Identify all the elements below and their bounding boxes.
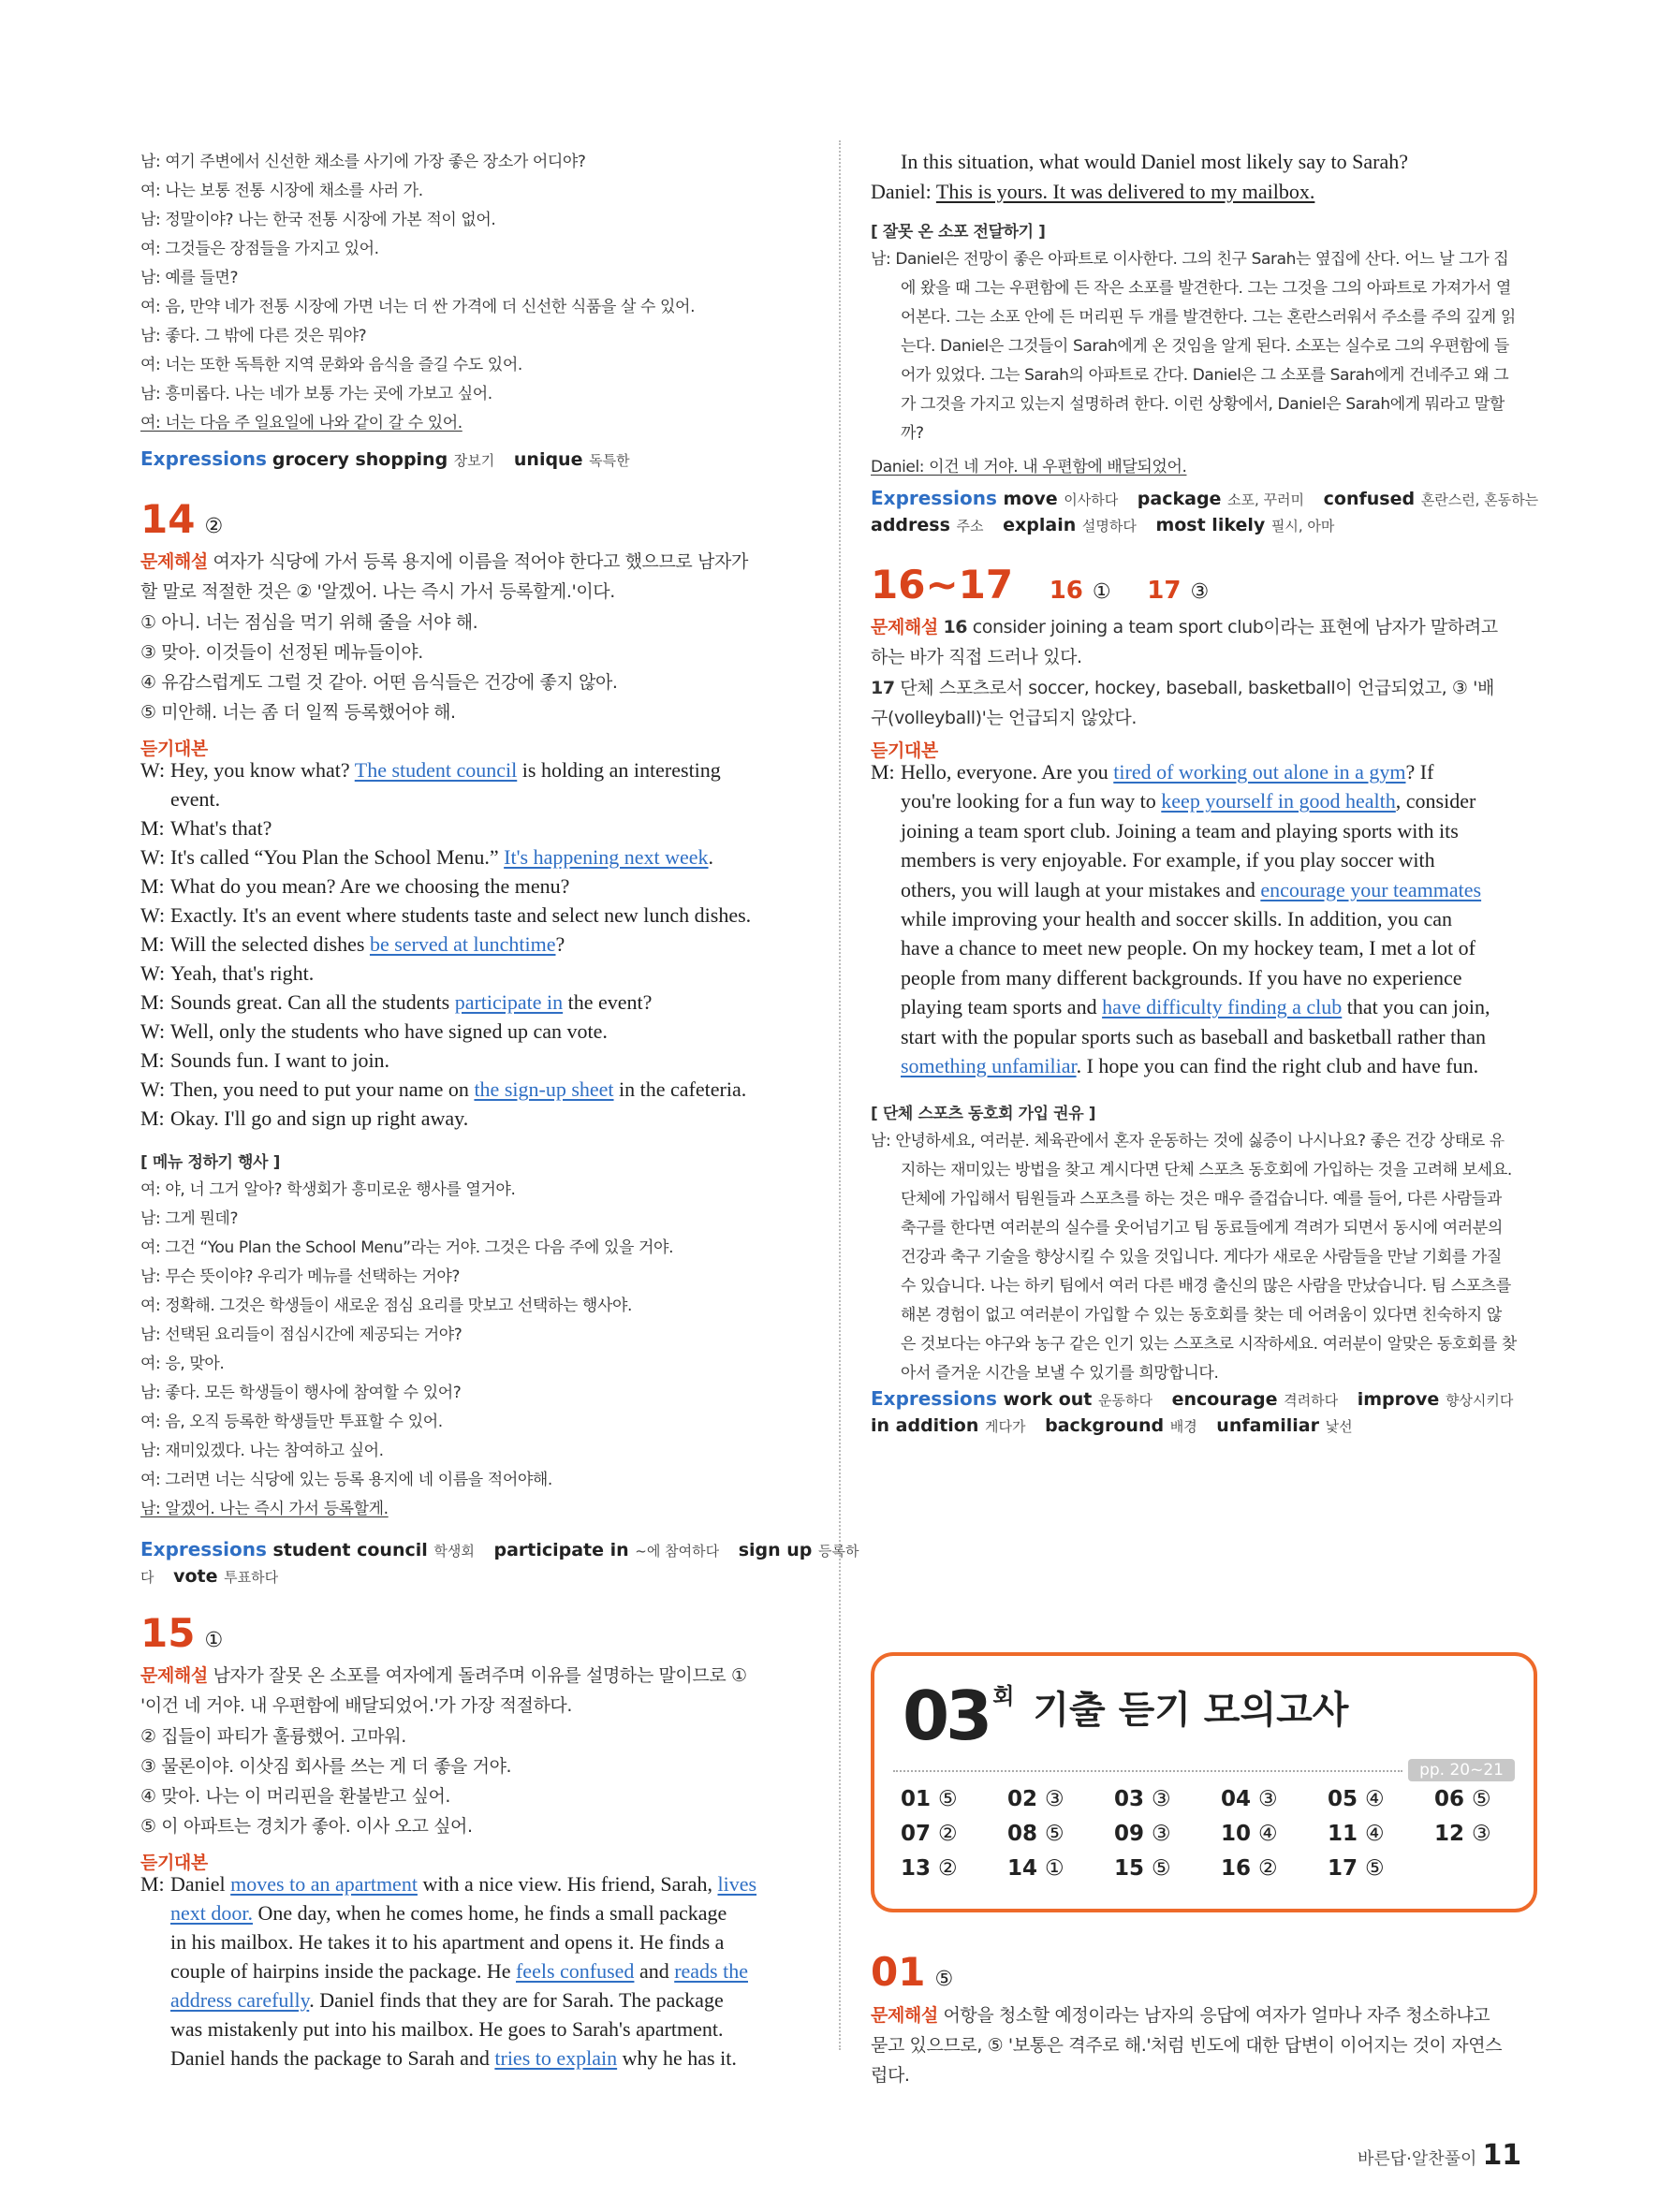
script-line xyxy=(140,903,751,928)
answer-choice: ⑤ xyxy=(1472,1787,1491,1811)
script-text: have a chance to meet new people. On my hockey team, I met a lot of xyxy=(901,936,1475,960)
answer-choice: ⑤ xyxy=(1365,1856,1385,1881)
script-text: is holding an interesting xyxy=(517,758,721,782)
answer-num: 14 xyxy=(1007,1856,1038,1881)
expression-meaning: 혼란스런, 혼동하는 xyxy=(1420,491,1539,508)
expression-meaning: 낯선 xyxy=(1325,1418,1353,1435)
script-text: in his mailbox. He takes it to his apartment and opens it. He finds a xyxy=(170,1930,725,1954)
script-line xyxy=(140,1930,724,1955)
q16-script-label: 듣기대본 xyxy=(871,740,938,761)
speaker-label: W: xyxy=(140,903,166,927)
script-text: One day, when he comes home, he finds a small package xyxy=(253,1901,727,1925)
expressions-line xyxy=(871,515,1347,535)
answer-key-title: 03 회 기출 듣기 모의고사 xyxy=(903,1677,1349,1755)
script-line xyxy=(871,995,1490,1019)
key-phrase: something unfamiliar xyxy=(901,1054,1077,1077)
key-phrase: moves to an apartment xyxy=(230,1872,418,1896)
script-text: members is very enjoyable. For example, if you play soccer with xyxy=(901,848,1435,872)
speaker-label: M: xyxy=(140,1106,165,1130)
script-text: the event? xyxy=(563,990,653,1014)
expression-term: encourage xyxy=(1165,1389,1285,1410)
script-line xyxy=(871,936,1475,960)
expression-meaning: 투표하다 xyxy=(224,1569,279,1586)
translation-line: 남: Daniel은 전망이 좋은 아파트로 이사한다. 그의 친구 Sarah는 옆집에 산다. 어느 날 그가 집 xyxy=(871,250,1509,269)
answer-choice: ④ xyxy=(1258,1822,1278,1846)
script-text: that you can join, xyxy=(1342,995,1490,1019)
translation-line: 여: 그것들은 장점들을 가지고 있어. xyxy=(140,240,379,258)
answer-key-item xyxy=(901,1856,958,1881)
answer-num: 15 xyxy=(1114,1856,1145,1881)
expression-meaning: 소포, 꾸러미 xyxy=(1227,491,1305,508)
expression-term: package xyxy=(1131,489,1228,509)
expression-term: improve xyxy=(1351,1389,1446,1410)
script-text: Will the selected dishes xyxy=(170,932,370,956)
q16-solution-line2: 하는 바가 직접 드러나 있다. xyxy=(871,647,1082,667)
answer-num: 03 xyxy=(1114,1787,1145,1811)
script-text: Then, you need to put your name on xyxy=(170,1077,475,1101)
speaker-label: M: xyxy=(140,816,165,840)
expression-term: move xyxy=(996,489,1064,509)
script-text: Sounds fun. I want to join. xyxy=(170,1048,390,1072)
answer-option: ⑤ 미안해. 너는 좀 더 일찍 등록했어야 해. xyxy=(140,702,456,723)
expressions-line xyxy=(871,1387,1526,1410)
answer-key-item xyxy=(1114,1822,1171,1846)
script-text: event. xyxy=(170,787,221,811)
answer-choice: ③ xyxy=(1258,1787,1278,1811)
answer-choice: ④ xyxy=(1365,1787,1385,1811)
answer-num: 13 xyxy=(901,1856,932,1881)
speaker-label: M: xyxy=(140,1048,165,1072)
answer-key-item xyxy=(1434,1822,1491,1846)
answer-choice: ② xyxy=(938,1822,958,1846)
key-phrase: have difficulty finding a club xyxy=(1102,995,1343,1019)
script-text: was mistakenly put into his mailbox. He goes to Sarah's apartment. xyxy=(170,2017,724,2041)
speaker-label: M: xyxy=(140,990,165,1014)
script-text: ? If xyxy=(1405,760,1434,784)
q14-script-label: 듣기대본 xyxy=(140,739,208,759)
page-number: 11 xyxy=(1482,2139,1522,2172)
expressions-line xyxy=(140,1538,873,1560)
expression-term: in addition xyxy=(871,1415,985,1436)
script-text: people from many different backgrounds. If you have no experience xyxy=(901,965,1462,989)
q15-answer-line: Daniel: This is yours. It was delivered to my mailbox. xyxy=(871,180,1315,203)
translation-line: 남: 흥미롭다. 나는 네가 보통 가는 곳에 가보고 싶어. xyxy=(140,385,492,403)
script-text: you're looking for a fun way to xyxy=(901,789,1162,813)
expression-meaning: 설명하다 xyxy=(1081,518,1137,535)
script-line xyxy=(871,760,1433,784)
translation-line: 여: 음, 만약 네가 전통 시장에 가면 너는 더 싼 가격에 더 신선한 식품을 살 수 있어. xyxy=(140,298,696,316)
answer-choice: ② xyxy=(1258,1856,1278,1881)
script-text: Daniel hands the package to Sarah and xyxy=(170,2046,495,2070)
script-text: Exactly. It's an event where students taste and select new lunch dishes. xyxy=(170,903,752,927)
question-16-17-number: 16~17 16 ① 17 ③ xyxy=(871,562,1210,608)
answer-key-item xyxy=(1328,1787,1385,1811)
answer-key-item xyxy=(1221,1856,1278,1881)
translation-line: 가 그것을 가지고 있는지 설명하려 한다. 이런 상황에서, Daniel은 Sarah에게 뭐라고 말할 xyxy=(901,395,1505,414)
script-line xyxy=(871,966,1461,990)
script-line xyxy=(140,787,220,812)
expressions-line xyxy=(871,1415,1366,1436)
answer-option: ④ 맞아. 나는 이 머리핀을 환불받고 싶어. xyxy=(140,1786,451,1807)
expression-meaning: ~에 참여하다 xyxy=(635,1543,720,1560)
script-text: What's that? xyxy=(170,816,272,840)
expressions-label: Expressions xyxy=(871,487,997,509)
answer-num: 08 xyxy=(1007,1822,1038,1846)
expression-meaning: 향상시키다 xyxy=(1445,1392,1514,1409)
translation-line: 남: 그게 뭔데? xyxy=(140,1209,239,1228)
expression-meaning: 격려하다 xyxy=(1284,1392,1339,1409)
key-phrase: The student council xyxy=(354,758,518,782)
key-phrase: lives xyxy=(717,1872,757,1896)
key-phrase: tries to explain xyxy=(494,2046,618,2070)
script-text: ? xyxy=(555,932,565,956)
translation-line: 여: 야, 너 그거 알아? 학생회가 흥미로운 행사를 열거야. xyxy=(140,1180,516,1199)
q14-trans-title: [ 메뉴 정하기 행사 ] xyxy=(140,1153,280,1172)
answer-choice: ⑤ xyxy=(1152,1856,1171,1881)
script-text: Well, only the students who have signed up can vote. xyxy=(170,1019,608,1043)
script-text: start with the popular sports such as baseball and basketball rather than xyxy=(901,1024,1486,1048)
translation-line: 여: 정확해. 그것은 학생들이 새로운 점심 요리를 맛보고 선택하는 행사야. xyxy=(140,1296,633,1315)
answer-option: ④ 유감스럽게도 그럴 것 같아. 어떤 음식들은 건강에 좋지 않아. xyxy=(140,672,618,693)
translation-line: 에 왔을 때 그는 우편함에 든 작은 소포를 발견한다. 그는 그것을 그의 아파트로 가져가서 열 xyxy=(901,279,1511,298)
key-phrase: next door. xyxy=(170,1901,253,1925)
answer-num: 01 xyxy=(901,1787,932,1811)
script-line xyxy=(871,1025,1486,1049)
key-phrase: encourage your teammates xyxy=(1260,877,1482,901)
script-line xyxy=(140,1988,724,2013)
speaker-label: W: xyxy=(140,758,166,782)
answer-option: ③ 맞아. 이것들이 선정된 메뉴들이야. xyxy=(140,642,423,663)
script-text: playing team sports and xyxy=(901,995,1103,1019)
script-text: others, you will laugh at your mistakes and xyxy=(901,877,1261,901)
script-line xyxy=(140,845,713,870)
script-text: with a nice view. His friend, Sarah, xyxy=(417,1872,718,1896)
key-phrase: reads the xyxy=(674,1959,748,1983)
translation-line: 은 것보다는 야구와 농구 같은 인기 있는 스포츠로 시작하세요. 여러분이 알맞은 동호회를 찾 xyxy=(901,1335,1517,1354)
script-text: in the cafeteria. xyxy=(613,1077,747,1101)
expression-meaning: 학생회 xyxy=(433,1543,475,1560)
script-line xyxy=(871,878,1481,902)
translation-line: 까? xyxy=(901,424,924,443)
script-line xyxy=(140,932,565,957)
q01-solution-line1: 문제해설 어항을 청소할 예정이라는 남자의 응답에 여자가 얼마나 자주 청소하냐고 xyxy=(871,2005,1490,2026)
translation-line: 남: 좋다. 그 밖에 다른 것은 뭐야? xyxy=(140,327,367,345)
answer-num: 05 xyxy=(1328,1787,1358,1811)
answer-choice: ③ xyxy=(1472,1822,1491,1846)
column-divider xyxy=(839,140,841,2050)
translation-line: 해본 경험이 없고 여러분이 가입할 수 있는 동호회를 찾는 데 어려움이 있다면 친숙하지 않 xyxy=(901,1306,1502,1325)
q14-solution-line1: 문제해설 여자가 식당에 가서 등록 용지에 이름을 적어야 한다고 했으므로 남자가 xyxy=(140,551,748,572)
script-text: Hey, you know what? xyxy=(170,758,355,782)
answer-key-item xyxy=(1114,1787,1171,1811)
q16-solution-line1: 문제해설 16 consider joining a team sport club이라는 표현에 남자가 말하려고 xyxy=(871,617,1498,637)
answer-option: ③ 물론이야. 이삿짐 회사를 쓰는 게 더 좋을 거야. xyxy=(140,1756,512,1777)
answer-key-item xyxy=(1007,1822,1064,1846)
translation-line: 여: 너는 다음 주 일요일에 나와 같이 갈 수 있어. xyxy=(140,414,462,432)
key-phrase: participate in xyxy=(454,990,564,1014)
script-line xyxy=(140,1048,389,1073)
expression-meaning: 등록하 xyxy=(818,1543,859,1560)
q15-trans-last: Daniel: 이건 네 거야. 내 우편함에 배달되었어. xyxy=(871,458,1187,476)
q01-solution-line3: 럽다. xyxy=(871,2065,910,2086)
translation-line: 남: 재미있겠다. 나는 참여하고 싶어. xyxy=(140,1442,384,1460)
expression-meaning: 운동하다 xyxy=(1097,1392,1152,1409)
translation-line: 여: 음, 오직 등록한 학생들만 투표할 수 있어. xyxy=(140,1413,443,1431)
answer-num: 11 xyxy=(1328,1822,1358,1846)
translation-line: 여: 응, 맞아. xyxy=(140,1355,225,1373)
script-text: Okay. I'll go and sign up right away. xyxy=(170,1106,469,1130)
expression-meaning: 장보기 xyxy=(453,452,495,469)
answer-option: ⑤ 이 아파트는 경치가 좋아. 이사 오고 싶어. xyxy=(140,1816,473,1837)
answer-key-item xyxy=(1221,1787,1278,1811)
q01-solution-line2: 묻고 있으므로, ⑤ '보통은 격주로 해.'처럼 빈도에 대한 답변이 이어지는 것이 자연스 xyxy=(871,2035,1503,2056)
script-line xyxy=(871,1054,1478,1078)
key-phrase: It's happening next week xyxy=(504,845,709,869)
expression-term: student council xyxy=(266,1540,434,1560)
script-line xyxy=(140,990,652,1015)
script-line xyxy=(140,758,721,783)
expression-meaning: 이사하다 xyxy=(1064,491,1119,508)
answer-num: 17 xyxy=(1328,1856,1358,1881)
expression-term: confused xyxy=(1317,489,1421,509)
script-line xyxy=(140,961,314,986)
translation-line: 남: 무슨 뜻이야? 우리가 메뉴를 선택하는 거야? xyxy=(140,1267,460,1286)
key-phrase: the sign-up sheet xyxy=(474,1077,614,1101)
script-line xyxy=(140,816,272,841)
expression-meaning: 배경 xyxy=(1169,1418,1197,1435)
answer-choice: ③ xyxy=(1045,1787,1064,1811)
script-line xyxy=(140,2046,737,2071)
script-line xyxy=(140,1077,746,1102)
answer-option: ② 집들이 파티가 훌륭했어. 고마워. xyxy=(140,1726,406,1747)
translation-line: 남: 좋다. 모든 학생들이 행사에 참여할 수 있어? xyxy=(140,1384,462,1402)
script-text: while improving your health and soccer skills. In addition, you can xyxy=(901,907,1452,930)
answer-num: 07 xyxy=(901,1822,932,1846)
expression-meaning: 주소 xyxy=(956,518,984,535)
script-line xyxy=(140,1901,727,1926)
expression-meaning: 다 xyxy=(140,1569,154,1586)
translation-line: 축구를 한다면 여러분의 실수를 웃어넘기고 팀 동료들에게 격려가 되면서 동시에 여러분의 xyxy=(901,1219,1503,1238)
script-line xyxy=(871,907,1452,931)
expression-term: sign up xyxy=(732,1540,819,1560)
script-text: . xyxy=(708,845,714,869)
key-phrase: tired of working out alone in a gym xyxy=(1113,760,1406,784)
page-reference-badge: pp. 20~21 xyxy=(1408,1759,1515,1781)
translation-line: 여: 나는 보통 전통 시장에 채소를 사러 가. xyxy=(140,182,423,200)
answer-choice: ⑤ xyxy=(1045,1822,1064,1846)
answer-num: 09 xyxy=(1114,1822,1145,1846)
script-text: why he has it. xyxy=(617,2046,737,2070)
answer-choice: ③ xyxy=(1152,1787,1171,1811)
answer-key-item xyxy=(1114,1856,1171,1881)
script-line xyxy=(140,1872,756,1897)
translation-line: 남: 안녕하세요, 여러분. 체육관에서 혼자 운동하는 것에 싫증이 나시나요? 좋은 건강 상태로 유 xyxy=(871,1132,1505,1150)
question-01-number: 01 ⑤ xyxy=(871,1949,954,1995)
answer-choice: ① xyxy=(1045,1856,1064,1881)
speaker-label: W: xyxy=(140,845,166,869)
answer-key-item xyxy=(1328,1856,1385,1881)
speaker-label: W: xyxy=(140,1077,166,1101)
translation-line: 단체에 가입해서 팀원들과 스포츠를 하는 것은 매우 즐겁습니다. 예를 들어, 다른 사람들과 xyxy=(901,1190,1502,1209)
key-phrase: keep yourself in good health xyxy=(1161,789,1396,813)
expression-term: unfamiliar xyxy=(1210,1415,1326,1436)
translation-line: 여: 그러면 너는 식당에 있는 등록 용지에 네 이름을 적어야해. xyxy=(140,1471,552,1489)
translation-line: 남: 예를 들면? xyxy=(140,269,239,287)
expression-term: vote xyxy=(167,1566,225,1587)
translation-line: 남: 알겠어. 나는 즉시 가서 등록할게. xyxy=(140,1500,389,1518)
expressions-line xyxy=(140,1566,291,1587)
script-text: and xyxy=(634,1959,675,1983)
answer-key-box xyxy=(871,1652,1537,1912)
script-text: What do you mean? Are we choosing the menu? xyxy=(170,874,570,898)
answer-key-item xyxy=(901,1822,958,1846)
answer-key-item xyxy=(1328,1822,1385,1846)
translation-line: 남: 정말이야? 나는 한국 전통 시장에 가본 적이 없어. xyxy=(140,211,496,229)
q16-trans-title: [ 단체 스포츠 동호회 가입 권유 ] xyxy=(871,1105,1096,1123)
translation-line: 수 있습니다. 나는 하키 팀에서 여러 다른 배경 출신의 많은 사람을 만났습니다. 팀 스포츠를 xyxy=(901,1277,1511,1296)
translation-line: 어가 있었다. 그는 Sarah의 아파트로 간다. Daniel은 그 소포를 Sarah에게 건네주고 왜 그 xyxy=(901,366,1509,385)
script-line xyxy=(140,1019,608,1044)
answer-key-item xyxy=(1221,1822,1278,1846)
script-text: , consider xyxy=(1395,789,1476,813)
key-phrase: be served at lunchtime xyxy=(369,932,556,956)
question-14-number: 14 ② xyxy=(140,496,224,542)
translation-line: 건강과 축구 기술을 향상시킬 수 있을 것입니다. 게다가 새로운 사람들을 만날 기회를 가질 xyxy=(901,1248,1502,1267)
q15-solution-line2: '이건 네 거야. 내 우편함에 배달되었어.'가 가장 적절하다. xyxy=(140,1695,573,1716)
q15-solution-line1: 문제해설 남자가 잘못 온 소포를 여자에게 돌려주며 이유를 설명하는 말이므로 ① xyxy=(140,1665,747,1686)
question-15-number: 15 ① xyxy=(140,1610,224,1656)
q15-trans-title: [ 잘못 온 소포 전달하기 ] xyxy=(871,223,1046,242)
answer-key-item xyxy=(1007,1787,1064,1811)
answer-num: 16 xyxy=(1221,1856,1252,1881)
script-line xyxy=(871,819,1459,843)
script-line xyxy=(140,874,569,899)
expression-term: participate in xyxy=(487,1540,636,1560)
expression-meaning: 필시, 아마 xyxy=(1270,518,1335,535)
answer-key-item xyxy=(901,1787,958,1811)
answer-key-item xyxy=(1007,1856,1064,1881)
answer-choice: ③ xyxy=(1152,1822,1171,1846)
script-text: It's called “You Plan the School Menu.” xyxy=(170,845,505,869)
expression-term: explain xyxy=(996,515,1082,535)
expression-meaning: 독특한 xyxy=(589,452,630,469)
expression-term: work out xyxy=(996,1389,1098,1410)
translation-line: 남: 선택된 요리들이 점심시간에 제공되는 거야? xyxy=(140,1326,462,1344)
expression-term: background xyxy=(1038,1415,1170,1436)
key-phrase: address carefully xyxy=(170,1988,310,2012)
script-text: couple of hairpins inside the package. He xyxy=(170,1959,516,1983)
speaker-label: W: xyxy=(140,961,166,985)
speaker-label: M: xyxy=(140,932,165,956)
script-line xyxy=(871,789,1475,813)
speaker-label: M: xyxy=(140,874,165,898)
answer-choice: ② xyxy=(938,1856,958,1881)
page-footer: 바른답·알찬풀이 11 xyxy=(1358,2139,1522,2172)
answer-num: 06 xyxy=(1434,1787,1465,1811)
translation-line: 어본다. 그는 소포 안에 든 머리핀 두 개를 발견한다. 그는 혼란스러워서 주소를 주의 깊게 읽 xyxy=(901,308,1516,327)
expression-term: most likely xyxy=(1149,515,1271,535)
script-line xyxy=(140,2017,724,2042)
q14-solution-line2: 할 말로 적절한 것은 ② '알겠어. 나는 즉시 가서 등록할게.'이다. xyxy=(140,581,615,602)
script-text: Sounds great. Can all the students xyxy=(170,990,455,1014)
script-text: joining a team sport club. Joining a team and playing sports with its xyxy=(901,818,1459,842)
q17-solution-line1: 17 단체 스포츠로서 soccer, hockey, baseball, basketball이 언급되었고, ③ '배 xyxy=(871,678,1494,698)
script-text: Hello, everyone. Are you xyxy=(901,760,1114,784)
q15-script-label: 듣기대본 xyxy=(140,1853,208,1873)
expressions-label: Expressions xyxy=(871,1387,997,1410)
expression-term: address xyxy=(871,515,957,535)
script-text: Daniel xyxy=(170,1872,231,1896)
translation-line: 아서 즐거운 시간을 보낼 수 있기를 희망합니다. xyxy=(901,1364,1219,1383)
expression-term: unique xyxy=(507,449,590,470)
answer-choice: ④ xyxy=(1365,1822,1385,1846)
script-text: Yeah, that's right. xyxy=(170,961,315,985)
answer-num: 10 xyxy=(1221,1822,1252,1846)
translation-line: 는다. Daniel은 그것들이 Sarah에게 온 것임을 알게 된다. 소포는 실수로 그의 우편함에 들 xyxy=(901,337,1509,356)
expression-meaning: 게다가 xyxy=(984,1418,1026,1435)
speaker-label: W: xyxy=(140,1019,166,1043)
translation-line: 남: 여기 주변에서 신선한 채소를 사기에 가장 좋은 장소가 어디야? xyxy=(140,153,586,171)
answer-option: ① 아니. 너는 점심을 먹기 위해 줄을 서야 해. xyxy=(140,612,478,633)
translation-line: 여: 그건 “You Plan the School Menu”라는 거야. 그것은 다음 주에 있을 거야. xyxy=(140,1238,674,1257)
expressions-label: Expressions xyxy=(140,1538,267,1560)
q17-solution-line2: 구(volleyball)'는 언급되지 않았다. xyxy=(871,708,1137,728)
script-text: . Daniel finds that they are for Sarah. The package xyxy=(309,1988,724,2012)
key-phrase: feels confused xyxy=(515,1959,635,1983)
script-text: . I hope you can find the right club and have fun. xyxy=(1076,1054,1479,1077)
answer-num: 02 xyxy=(1007,1787,1038,1811)
script-line xyxy=(871,848,1435,872)
answer-choice: ⑤ xyxy=(938,1787,958,1811)
translation-line: 여: 너는 또한 독특한 지역 문화와 음식을 즐길 수도 있어. xyxy=(140,356,522,374)
answer-num: 04 xyxy=(1221,1787,1252,1811)
speaker-label: M: xyxy=(140,1872,165,1896)
expressions-line xyxy=(871,487,1551,509)
q15-question-line: In this situation, what would Daniel most likely say to Sarah? xyxy=(901,150,1408,173)
script-line xyxy=(140,1106,468,1131)
script-line xyxy=(140,1959,748,1984)
answer-key-item xyxy=(1434,1787,1491,1811)
pp-dotted-line xyxy=(893,1770,1402,1772)
expression-term: grocery shopping xyxy=(272,449,454,470)
answer-num: 12 xyxy=(1434,1822,1465,1846)
translation-line: 지하는 재미있는 방법을 찾고 계시다면 단체 스포츠 동호회에 가입하는 것을 고려해 보세요. xyxy=(901,1161,1512,1179)
speaker-label: M: xyxy=(871,760,895,784)
expressions-13: Expressions grocery shopping 장보기 unique 독특한 xyxy=(140,447,630,470)
